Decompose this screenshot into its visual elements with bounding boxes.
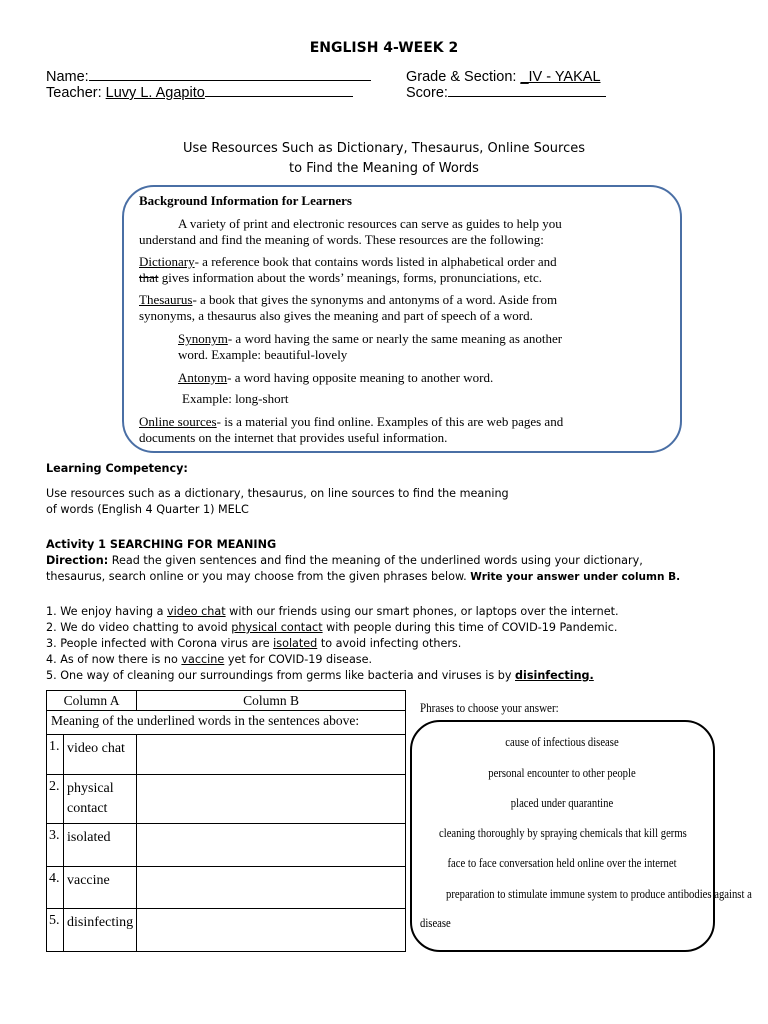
thesaurus-def-cont: synonyms, a thesaurus also gives the meaning and part of speech of a word. [139,308,533,323]
phrase-item: cause of infectious disease [505,734,619,749]
sentence-2: 2. We do video chatting to avoid physical contact with people during this time of COVID-19 Pandemic. [46,621,618,634]
phrase-item: placed under quarantine [510,795,614,810]
row-word: physical contact [64,775,137,824]
competency-line-2: of words (English 4 Quarter 1) MELC [46,503,249,516]
answer-cell[interactable] [137,909,406,952]
phrases-label: Phrases to choose your answer: [420,700,559,715]
intro-line-2: understand and find the meaning of words. These resources are the following: [139,232,544,247]
page-title: ENGLISH 4-WEEK 2 [309,40,459,56]
row-number: 5. [47,909,64,952]
underlined-word: vaccine [181,653,225,666]
dictionary-def-cont: that gives information about the words’ meanings, forms, pronunciations, etc. [139,270,543,285]
thesaurus-term: Thesaurus [139,292,193,307]
phrase-item: cleaning thoroughly by spraying chemicals that kill germs [439,825,687,840]
underlined-word: isolated [273,637,318,650]
direction-line-2: thesaurus, search online or you may choose from the given phrases below. Write your answer under column B. [46,570,681,583]
teacher-label: Teacher: [46,85,102,101]
direction-line-1: Direction: Read the given sentences and find the meaning of the underlined words using your dictionary, [46,554,643,567]
score-row [406,84,606,102]
subtitle-line-2: to Find the Meaning of Words [289,161,479,176]
table-row [47,824,406,867]
phrase-item: preparation to stimulate immune system to produce antibodies against a [446,886,752,901]
row-number: 2. [47,775,64,824]
answer-table [46,690,406,952]
name-label: Name: [46,69,89,85]
table-row [47,867,406,909]
sentence-5: 5. One way of cleaning our surroundings from germs like bacteria and viruses is by disinfecting. [46,669,594,682]
activity-heading: Activity 1 SEARCHING FOR MEANING [46,538,277,551]
table-row [47,735,406,775]
table-row [47,909,406,952]
online-def: Online sources- is a material you find online. Examples of this are web pages and [139,414,564,429]
background-heading: Background Information for Learners [139,193,352,208]
dictionary-def: Dictionary- a reference book that contains words listed in alphabetical order and [139,254,557,269]
synonym-def-cont: word. Example: beautiful-lovely [178,347,348,362]
teacher-value: Luvy L. Agapito [105,85,205,101]
row-word: video chat [64,735,137,775]
row-number: 3. [47,824,64,867]
grade-value: _IV - YAKAL [520,69,601,85]
row-word: disinfecting [64,909,137,952]
thesaurus-def: Thesaurus- a book that gives the synonyms and antonyms of a word. Aside from [139,292,558,307]
sentence-4: 4. As of now there is no vaccine yet for COVID-19 disease. [46,653,373,666]
antonym-term: Antonym [178,370,228,385]
antonym-example: Example: long-short [182,391,289,406]
column-b-header: Column B [137,691,406,711]
teacher-blank [205,84,353,97]
score-label: Score: [406,85,448,101]
answer-cell[interactable] [137,824,406,867]
underlined-word: video chat [167,605,226,618]
table-row [47,775,406,824]
phrases-box [410,720,752,952]
phrase-item: face to face conversation held online over the internet [447,855,677,870]
table-caption: Meaning of the underlined words in the sentences above: [47,711,406,735]
dictionary-term: Dictionary [139,254,195,269]
underlined-word: physical contact [231,621,323,634]
column-a-header: Column A [47,691,137,711]
phrase-item: personal encounter to other people [488,765,636,780]
subtitle-line-1: Use Resources Such as Dictionary, Thesaurus, Online Sources [182,141,586,156]
underlined-word: disinfecting. [515,669,594,682]
row-number: 4. [47,867,64,909]
online-term: Online sources [139,414,217,429]
answer-cell[interactable] [137,867,406,909]
row-word: isolated [64,824,137,867]
answer-cell[interactable] [137,735,406,775]
grade-label: Grade & Section: [406,69,517,85]
sentence-3: 3. People infected with Corona virus are isolated to avoid infecting others. [46,637,462,650]
online-def-cont: documents on the internet that provides useful information. [139,430,448,445]
phrase-item-cont: disease [420,915,451,930]
synonym-def: Synonym- a word having the same or nearly the same meaning as another [178,331,563,346]
name-field[interactable] [89,68,371,81]
row-word: vaccine [64,867,137,909]
score-field[interactable] [448,84,606,97]
synonym-term: Synonym [178,331,228,346]
competency-line-1: Use resources such as a dictionary, thesaurus, on line sources to find the meaning [46,487,509,500]
teacher-row [46,84,353,102]
sentence-1: 1. We enjoy having a video chat with our friends using our smart phones, or laptops over the internet. [46,605,619,618]
row-number: 1. [47,735,64,775]
antonym-def: Antonym- a word having opposite meaning to another word. [178,370,494,385]
intro-line-1: A variety of print and electronic resources can serve as guides to help you [178,216,562,231]
answer-cell[interactable] [137,775,406,824]
competency-heading: Learning Competency: [46,462,188,475]
